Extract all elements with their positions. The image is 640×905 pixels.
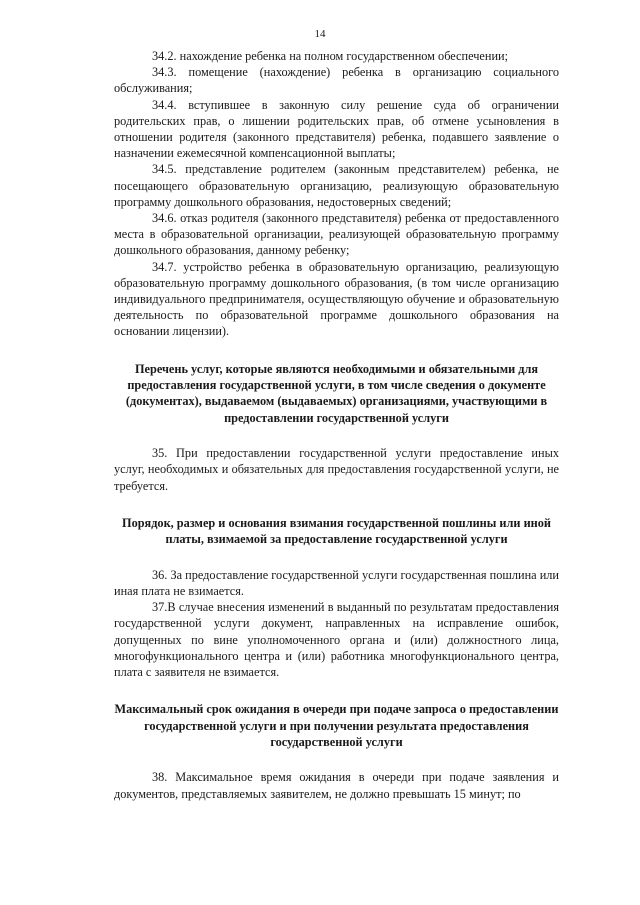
section-heading-services: Перечень услуг, которые являются необходимыми и обязательными для предоставления государственной услуги, в том числе сведения о документе (документах), выдаваемом (выдаваемых) организациями, участвующими в предоставлении государственной услуги bbox=[125, 361, 548, 425]
paragraph-34-5: 34.5. представление родителем (законным представителем) ребенка, не посещающего образовательную организацию, реализующую образовательную программу дошкольного образования, недостоверных сведений; bbox=[114, 162, 559, 209]
paragraph-35: 35. При предоставлении государственной услуги предоставление иных услуг, необходимых и обязательных для предоставления государственной услуги, не требуется. bbox=[114, 446, 559, 493]
paragraph-36: 36. За предоставление государственной услуги государственная пошлина или иная плата не взимается. bbox=[114, 567, 559, 598]
paragraph-34-7: 34.7. устройство ребенка в образовательную организацию, реализующую образовательную программу дошкольного образования, (в том числе организацию индивидуального предпринимателя, осуществляющую обучение и образовательную деятельность по образовательной программе дошкольного образования на основании лицензии). bbox=[114, 259, 559, 339]
paragraph-37: 37.В случае внесения изменений в выданный по результатам предоставления государственной услуги документ, направленных на исправление ошибок, допущенных по вине уполномоченного органа и (или) должностного лица, многофункционального центра и (или) работника многофункционального центра, плата с заявителя не взимается. bbox=[114, 600, 559, 679]
section-heading-queue-time: Максимальный срок ожидания в очереди при подаче запроса о предоставлении государственной услуги и при получении результата предоставления государственной услуги bbox=[114, 702, 559, 749]
paragraph-34-2: 34.2. нахождение ребенка на полном государственном обеспечении; bbox=[152, 49, 509, 63]
page-number: 14 bbox=[314, 28, 326, 40]
section-heading-fees: Порядок, размер и основания взимания государственной пошлины или иной платы, взимаемой за предоставление государственной услуги bbox=[122, 515, 551, 547]
document-body bbox=[114, 48, 559, 802]
paragraph-34-6: 34.6. отказ родителя (законного представителя) ребенка от предоставленного места в образовательной организации, реализующей образовательную программу дошкольного образования, данному ребенку; bbox=[114, 211, 559, 258]
paragraph-34-4: 34.4. вступившее в законную силу решение суда об ограничении родительских прав, о лишении родительских прав, об отмене усыновления в отношении родителя (законного представителя) ребенка, подавшего заявление о назначении ежемесячной компенсационной выплаты; bbox=[114, 97, 559, 161]
paragraph-38: 38. Максимальное время ожидания в очереди при подаче заявления и документов, представляемых заявителем, не должно превышать 15 минут; по bbox=[114, 770, 559, 801]
paragraph-34-3: 34.3. помещение (нахождение) ребенка в организацию социального обслуживания; bbox=[114, 65, 559, 96]
